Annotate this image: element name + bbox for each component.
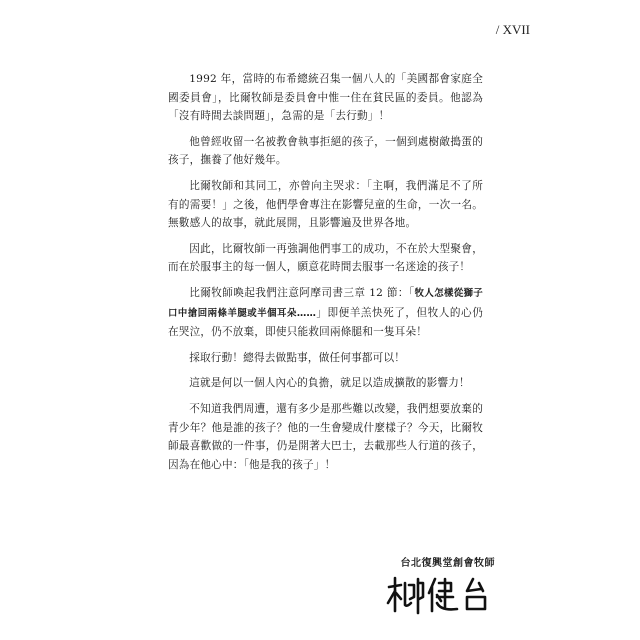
- paragraph: 他曾經收留一名被教會執事拒絕的孩子，一個到處樹敵搗蛋的孩子，撫養了他好幾年。: [168, 135, 483, 167]
- paragraph-text: 」即便羊羔快死了，但牧人的心仍在哭泣，仍不放棄，即使只能救回兩條腿和一隻耳朵！: [168, 306, 483, 339]
- paragraph: 1992 年，當時的布希總統召集一個八人的「美國都會家庭全國委員會」，比爾牧師是委員會中惟一住在貧民區的委員。他認為「沒有時間去談問題」，急需的是「去行動」！: [168, 73, 483, 123]
- paragraph: 不知道我們周遭，還有多少是那些難以改變，我們想要放棄的青少年？他是誰的孩子？他的一生會變成什麼樣子？今天，比爾牧師最喜歡做的一件事，仍是開著大巴士，去載那些人行道的孩子，因為在他心中：「他是我的孩子」！: [168, 402, 483, 471]
- paragraph: 因此，比爾牧師一再強調他們事工的成功，不在於大型聚會，而在於服事主的每一個人，願意花時間去服事一名迷途的孩子！: [168, 242, 483, 274]
- paragraph: 這就是何以一個人內心的負擔，就足以造成擴散的影響力！: [189, 377, 470, 390]
- signature-block: [385, 554, 495, 615]
- paragraph-with-quote: [168, 284, 483, 342]
- paragraph: 比爾牧師和其同工，亦曾向主哭求：「主啊，我們滿足不了所有的需要！」之後，他們學會專注在影響兒童的生命，一次一名。無數感人的故事，就此展開，且影響遍及世界各地。: [168, 179, 483, 230]
- body-text: [168, 70, 483, 481]
- scripture-quote: 牧人怎樣從獅子口中搶回兩條羊腿或半個耳朵……: [168, 287, 483, 319]
- handwritten-signature: [385, 575, 495, 615]
- paragraph-text: 比爾牧師喚起我們注意阿摩司書三章 12 節：「: [189, 286, 415, 299]
- signer-title: 台北復興堂創會牧師: [400, 558, 495, 569]
- paragraph: 採取行動！總得去做點事，做任何事都可以！: [189, 351, 406, 364]
- page-number: / XVII: [495, 22, 530, 37]
